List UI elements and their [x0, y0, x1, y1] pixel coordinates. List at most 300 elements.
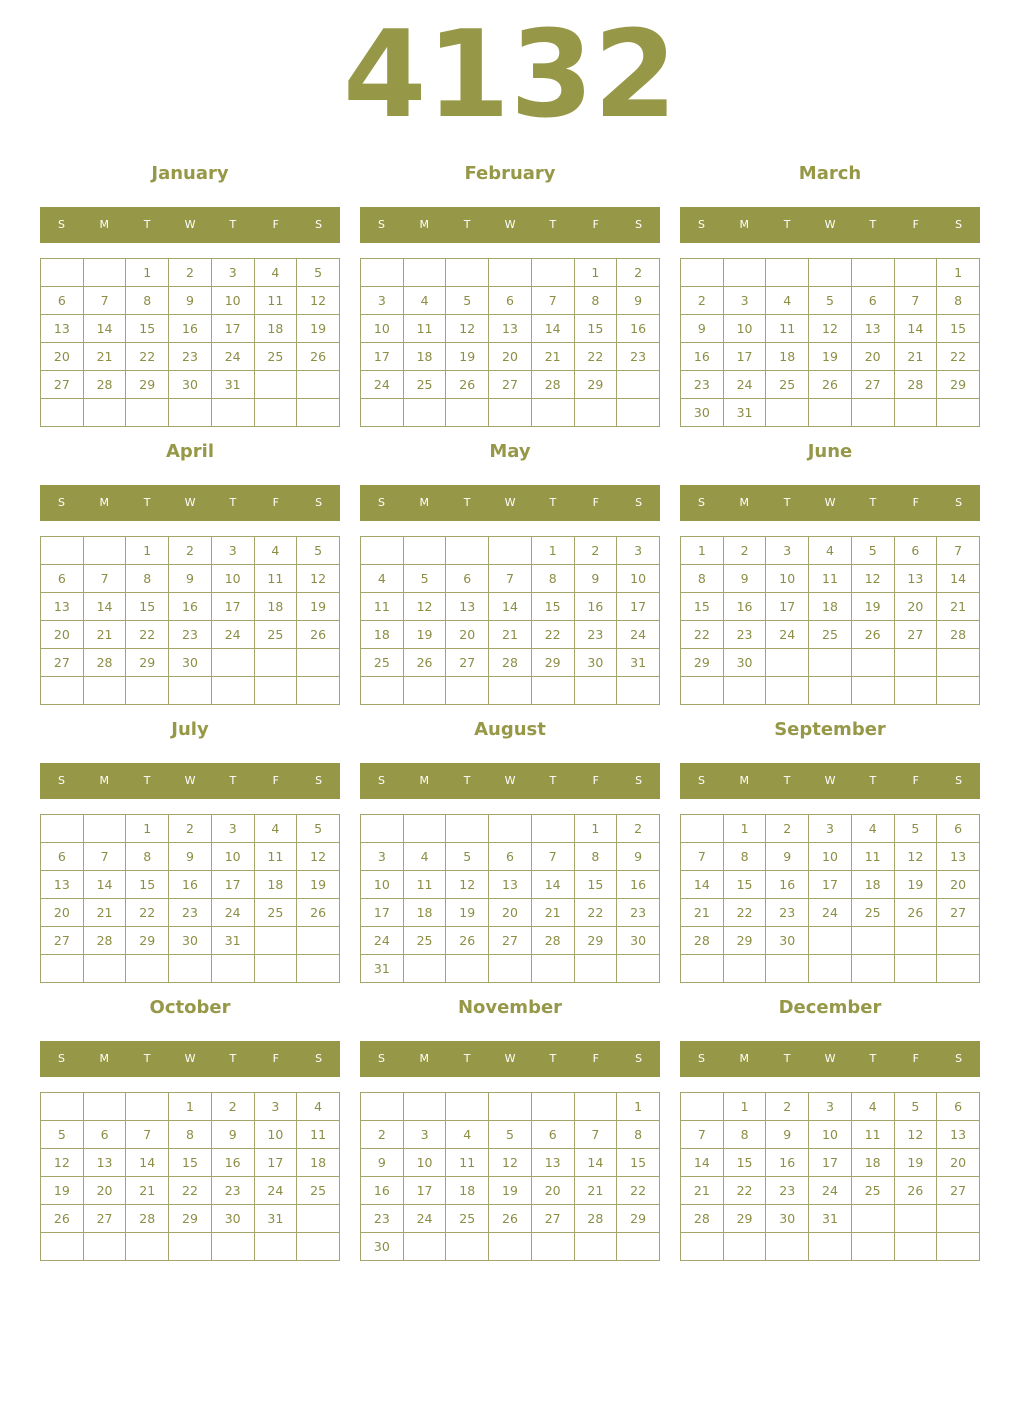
- day-cell: 21: [937, 593, 980, 621]
- day-cell: 8: [126, 287, 169, 315]
- day-cell: 5: [809, 287, 852, 315]
- day-cell: 30: [766, 927, 809, 955]
- weekday-label: S: [697, 218, 705, 231]
- day-grid: [360, 536, 660, 705]
- day-cell: 4: [254, 537, 297, 565]
- day-cell: 9: [723, 565, 766, 593]
- day-cell: 19: [894, 871, 937, 899]
- day-cell: [83, 1233, 126, 1261]
- day-cell: [211, 1233, 254, 1261]
- day-cell: 19: [894, 1149, 937, 1177]
- day-cell: [297, 955, 340, 983]
- weekday-header: [360, 1041, 660, 1077]
- day-cell: [41, 537, 84, 565]
- day-cell: [894, 649, 937, 677]
- day-cell: 10: [211, 287, 254, 315]
- day-cell: 1: [937, 259, 980, 287]
- weekday-label: T: [783, 496, 791, 509]
- day-cell: [254, 371, 297, 399]
- weekday-label: S: [955, 496, 963, 509]
- day-cell: [894, 955, 937, 983]
- week-row: [681, 537, 980, 565]
- day-cell: 23: [211, 1177, 254, 1205]
- day-cell: 10: [723, 315, 766, 343]
- day-cell: [809, 927, 852, 955]
- day-cell: [403, 1233, 446, 1261]
- month-name: February: [464, 163, 556, 184]
- day-cell: 23: [169, 343, 212, 371]
- day-cell: 28: [574, 1205, 617, 1233]
- weekday-label: T: [783, 774, 791, 787]
- day-cell: 20: [894, 593, 937, 621]
- day-cell: [851, 399, 894, 427]
- weekday-label: M: [419, 496, 430, 509]
- day-cell: [126, 399, 169, 427]
- day-cell: 20: [489, 343, 532, 371]
- day-cell: [894, 1205, 937, 1233]
- day-cell: [83, 1093, 126, 1121]
- weekday-label: T: [869, 218, 877, 231]
- day-cell: 21: [531, 343, 574, 371]
- day-cell: 15: [723, 1149, 766, 1177]
- day-cell: [126, 1233, 169, 1261]
- weekday-label: M: [419, 1052, 430, 1065]
- day-cell: [574, 399, 617, 427]
- day-cell: 21: [531, 899, 574, 927]
- weekday-label: F: [272, 774, 279, 787]
- day-cell: 4: [851, 1093, 894, 1121]
- day-cell: [254, 955, 297, 983]
- day-cell: 15: [937, 315, 980, 343]
- weekday-label: W: [824, 774, 836, 787]
- day-cell: 12: [403, 593, 446, 621]
- week-row: [361, 259, 660, 287]
- day-cell: 4: [446, 1121, 489, 1149]
- day-cell: 8: [723, 1121, 766, 1149]
- day-cell: 14: [574, 1149, 617, 1177]
- day-cell: 22: [169, 1177, 212, 1205]
- week-row: [361, 955, 660, 983]
- day-cell: 17: [766, 593, 809, 621]
- day-cell: 11: [809, 565, 852, 593]
- month-name: July: [171, 719, 209, 740]
- weekday-label: T: [869, 774, 877, 787]
- day-cell: 4: [361, 565, 404, 593]
- day-cell: [446, 1093, 489, 1121]
- day-cell: 20: [41, 899, 84, 927]
- weekday-label: S: [635, 1052, 643, 1065]
- day-cell: 11: [851, 843, 894, 871]
- day-cell: [403, 1093, 446, 1121]
- day-cell: 21: [681, 899, 724, 927]
- day-cell: 19: [297, 315, 340, 343]
- day-cell: 7: [83, 843, 126, 871]
- day-cell: 27: [83, 1205, 126, 1233]
- month-name: January: [151, 163, 229, 184]
- weekday-label: T: [549, 1052, 557, 1065]
- day-cell: 5: [894, 1093, 937, 1121]
- day-cell: 24: [254, 1177, 297, 1205]
- day-cell: 2: [681, 287, 724, 315]
- day-cell: 25: [766, 371, 809, 399]
- day-cell: 3: [809, 815, 852, 843]
- day-cell: 2: [766, 1093, 809, 1121]
- day-cell: 12: [809, 315, 852, 343]
- week-row: [41, 815, 340, 843]
- day-cell: 31: [809, 1205, 852, 1233]
- day-cell: 16: [361, 1177, 404, 1205]
- day-cell: 15: [574, 315, 617, 343]
- day-cell: 6: [83, 1121, 126, 1149]
- day-cell: [403, 955, 446, 983]
- weekday-label: W: [504, 496, 516, 509]
- year-title: 4132: [343, 6, 677, 145]
- day-cell: 30: [681, 399, 724, 427]
- day-cell: 1: [126, 537, 169, 565]
- weekday-label: M: [99, 496, 110, 509]
- day-cell: [361, 259, 404, 287]
- day-cell: [851, 259, 894, 287]
- day-cell: 22: [723, 1177, 766, 1205]
- day-cell: 24: [211, 343, 254, 371]
- weekday-label: S: [315, 496, 323, 509]
- day-cell: 3: [211, 537, 254, 565]
- week-row: [681, 259, 980, 287]
- week-row: [361, 371, 660, 399]
- day-cell: 26: [41, 1205, 84, 1233]
- day-cell: [894, 927, 937, 955]
- weekday-label: W: [504, 774, 516, 787]
- day-cell: 11: [361, 593, 404, 621]
- week-row: [681, 593, 980, 621]
- day-cell: 10: [361, 315, 404, 343]
- day-cell: 14: [531, 315, 574, 343]
- day-cell: [681, 955, 724, 983]
- day-cell: 22: [681, 621, 724, 649]
- weekday-header: [680, 485, 980, 521]
- day-cell: 24: [809, 1177, 852, 1205]
- day-cell: 13: [489, 315, 532, 343]
- day-cell: 5: [41, 1121, 84, 1149]
- day-cell: 1: [574, 815, 617, 843]
- day-cell: [211, 677, 254, 705]
- day-cell: 22: [937, 343, 980, 371]
- day-cell: 16: [766, 1149, 809, 1177]
- weekday-label: S: [315, 1052, 323, 1065]
- day-cell: 27: [489, 927, 532, 955]
- day-cell: 17: [809, 1149, 852, 1177]
- day-cell: [937, 399, 980, 427]
- week-row: [681, 1121, 980, 1149]
- day-cell: 8: [574, 287, 617, 315]
- day-cell: 26: [297, 343, 340, 371]
- weekday-label: W: [824, 496, 836, 509]
- day-cell: 13: [83, 1149, 126, 1177]
- week-row: [361, 871, 660, 899]
- day-cell: 21: [83, 621, 126, 649]
- day-cell: [403, 815, 446, 843]
- day-cell: [489, 537, 532, 565]
- day-cell: 11: [851, 1121, 894, 1149]
- weekday-label: S: [377, 1052, 385, 1065]
- day-cell: [681, 259, 724, 287]
- weekday-header: [40, 763, 340, 799]
- day-cell: 28: [83, 927, 126, 955]
- day-cell: 29: [937, 371, 980, 399]
- day-cell: 29: [126, 927, 169, 955]
- day-cell: 16: [617, 315, 660, 343]
- day-cell: 18: [403, 343, 446, 371]
- day-cell: 15: [126, 315, 169, 343]
- day-cell: 5: [894, 815, 937, 843]
- day-cell: [169, 399, 212, 427]
- week-row: [361, 1149, 660, 1177]
- day-cell: 5: [489, 1121, 532, 1149]
- day-cell: 24: [361, 371, 404, 399]
- day-cell: 29: [617, 1205, 660, 1233]
- weekday-label: T: [143, 1052, 151, 1065]
- day-cell: 12: [297, 843, 340, 871]
- week-row: [41, 621, 340, 649]
- weekday-label: T: [549, 774, 557, 787]
- weekday-label: W: [504, 1052, 516, 1065]
- week-row: [681, 1205, 980, 1233]
- week-row: [681, 871, 980, 899]
- week-row: [41, 315, 340, 343]
- day-cell: 27: [937, 1177, 980, 1205]
- day-cell: 30: [211, 1205, 254, 1233]
- day-cell: 16: [574, 593, 617, 621]
- day-cell: 9: [617, 843, 660, 871]
- week-row: [681, 1149, 980, 1177]
- day-cell: [766, 259, 809, 287]
- day-cell: 16: [681, 343, 724, 371]
- day-cell: 31: [211, 927, 254, 955]
- weekday-label: M: [99, 774, 110, 787]
- day-cell: [531, 399, 574, 427]
- day-cell: 7: [681, 1121, 724, 1149]
- day-cell: 20: [531, 1177, 574, 1205]
- day-cell: [446, 537, 489, 565]
- day-cell: 13: [41, 593, 84, 621]
- day-cell: 9: [617, 287, 660, 315]
- week-row: [41, 371, 340, 399]
- week-row: [41, 1149, 340, 1177]
- weekday-label: T: [783, 218, 791, 231]
- week-row: [361, 927, 660, 955]
- day-cell: 10: [766, 565, 809, 593]
- day-cell: 12: [41, 1149, 84, 1177]
- day-cell: 1: [681, 537, 724, 565]
- day-cell: 9: [766, 1121, 809, 1149]
- weekday-label: T: [783, 1052, 791, 1065]
- day-cell: 3: [254, 1093, 297, 1121]
- day-cell: [211, 399, 254, 427]
- weekday-label: S: [955, 774, 963, 787]
- day-cell: 30: [766, 1205, 809, 1233]
- day-cell: [766, 1233, 809, 1261]
- day-cell: 23: [766, 1177, 809, 1205]
- week-row: [361, 287, 660, 315]
- day-cell: 27: [894, 621, 937, 649]
- weekday-label: S: [697, 774, 705, 787]
- day-cell: 28: [531, 927, 574, 955]
- day-cell: [41, 1093, 84, 1121]
- day-cell: 21: [574, 1177, 617, 1205]
- weekday-label: M: [739, 218, 750, 231]
- day-cell: 25: [851, 1177, 894, 1205]
- day-cell: 17: [211, 593, 254, 621]
- day-cell: 16: [723, 593, 766, 621]
- day-cell: 6: [41, 565, 84, 593]
- day-cell: 16: [169, 593, 212, 621]
- day-cell: [211, 649, 254, 677]
- day-cell: 10: [211, 843, 254, 871]
- week-row: [681, 399, 980, 427]
- day-cell: [681, 1233, 724, 1261]
- month-name: August: [474, 719, 546, 740]
- day-cell: [617, 955, 660, 983]
- day-cell: 21: [83, 343, 126, 371]
- weekday-label: T: [549, 496, 557, 509]
- day-cell: 21: [489, 621, 532, 649]
- day-cell: 26: [446, 371, 489, 399]
- weekday-label: S: [635, 218, 643, 231]
- weekday-label: W: [184, 774, 196, 787]
- weekday-label: F: [912, 1052, 919, 1065]
- day-cell: [126, 677, 169, 705]
- week-row: [41, 649, 340, 677]
- week-row: [361, 593, 660, 621]
- day-cell: 25: [254, 343, 297, 371]
- weekday-label: S: [315, 218, 323, 231]
- day-cell: [297, 399, 340, 427]
- day-cell: 20: [41, 621, 84, 649]
- day-cell: [681, 815, 724, 843]
- day-cell: [681, 1093, 724, 1121]
- day-cell: 7: [489, 565, 532, 593]
- day-cell: 25: [403, 371, 446, 399]
- day-cell: 1: [126, 815, 169, 843]
- week-row: [681, 343, 980, 371]
- week-row: [41, 343, 340, 371]
- day-cell: [169, 1233, 212, 1261]
- day-cell: 23: [681, 371, 724, 399]
- day-cell: 18: [254, 593, 297, 621]
- day-cell: 13: [41, 871, 84, 899]
- day-cell: 22: [617, 1177, 660, 1205]
- day-cell: [41, 399, 84, 427]
- day-cell: [83, 955, 126, 983]
- day-cell: 22: [126, 621, 169, 649]
- weekday-label: M: [419, 774, 430, 787]
- day-cell: 25: [297, 1177, 340, 1205]
- day-cell: 14: [937, 565, 980, 593]
- day-cell: 3: [403, 1121, 446, 1149]
- day-cell: 27: [489, 371, 532, 399]
- day-cell: [489, 399, 532, 427]
- day-cell: 5: [446, 843, 489, 871]
- day-cell: 25: [254, 621, 297, 649]
- day-cell: 15: [126, 871, 169, 899]
- day-cell: 14: [681, 1149, 724, 1177]
- day-cell: 6: [446, 565, 489, 593]
- day-cell: [809, 259, 852, 287]
- month-name: April: [165, 441, 215, 462]
- weekday-label: T: [869, 496, 877, 509]
- week-row: [361, 343, 660, 371]
- day-cell: 8: [126, 843, 169, 871]
- day-cell: [851, 649, 894, 677]
- day-cell: [766, 649, 809, 677]
- day-cell: [937, 955, 980, 983]
- weekday-header: [40, 485, 340, 521]
- day-cell: [83, 677, 126, 705]
- day-cell: 22: [126, 899, 169, 927]
- week-row: [41, 537, 340, 565]
- day-cell: 23: [617, 343, 660, 371]
- weekday-label: T: [463, 1052, 471, 1065]
- day-cell: 5: [297, 537, 340, 565]
- day-cell: [446, 815, 489, 843]
- weekday-header: [360, 485, 660, 521]
- day-cell: 2: [169, 259, 212, 287]
- day-cell: 18: [403, 899, 446, 927]
- weekday-label: T: [463, 218, 471, 231]
- day-cell: 19: [41, 1177, 84, 1205]
- day-cell: 20: [446, 621, 489, 649]
- weekday-label: F: [912, 496, 919, 509]
- day-cell: [297, 677, 340, 705]
- week-row: [361, 1233, 660, 1261]
- day-cell: 4: [254, 815, 297, 843]
- day-cell: 26: [403, 649, 446, 677]
- day-cell: [41, 677, 84, 705]
- week-row: [361, 1093, 660, 1121]
- day-grid: [360, 1092, 660, 1261]
- day-cell: 10: [617, 565, 660, 593]
- weekday-label: W: [504, 218, 516, 231]
- week-row: [41, 1205, 340, 1233]
- day-cell: [489, 1233, 532, 1261]
- day-cell: 15: [574, 871, 617, 899]
- weekday-label: T: [143, 218, 151, 231]
- day-cell: 23: [169, 899, 212, 927]
- week-row: [681, 287, 980, 315]
- week-row: [681, 649, 980, 677]
- day-cell: 24: [403, 1205, 446, 1233]
- day-cell: 15: [617, 1149, 660, 1177]
- day-cell: 9: [681, 315, 724, 343]
- day-cell: [403, 259, 446, 287]
- day-cell: [83, 259, 126, 287]
- day-cell: 17: [254, 1149, 297, 1177]
- day-cell: 29: [723, 927, 766, 955]
- weekday-header: [360, 207, 660, 243]
- day-cell: 11: [403, 315, 446, 343]
- day-cell: 17: [361, 899, 404, 927]
- weekday-label: S: [697, 496, 705, 509]
- day-cell: 16: [617, 871, 660, 899]
- day-cell: 25: [851, 899, 894, 927]
- day-grid: [40, 1092, 340, 1261]
- day-grid: [680, 1092, 980, 1261]
- day-cell: [489, 259, 532, 287]
- day-cell: [446, 1233, 489, 1261]
- day-grid: [360, 814, 660, 983]
- day-cell: 25: [446, 1205, 489, 1233]
- day-cell: 2: [211, 1093, 254, 1121]
